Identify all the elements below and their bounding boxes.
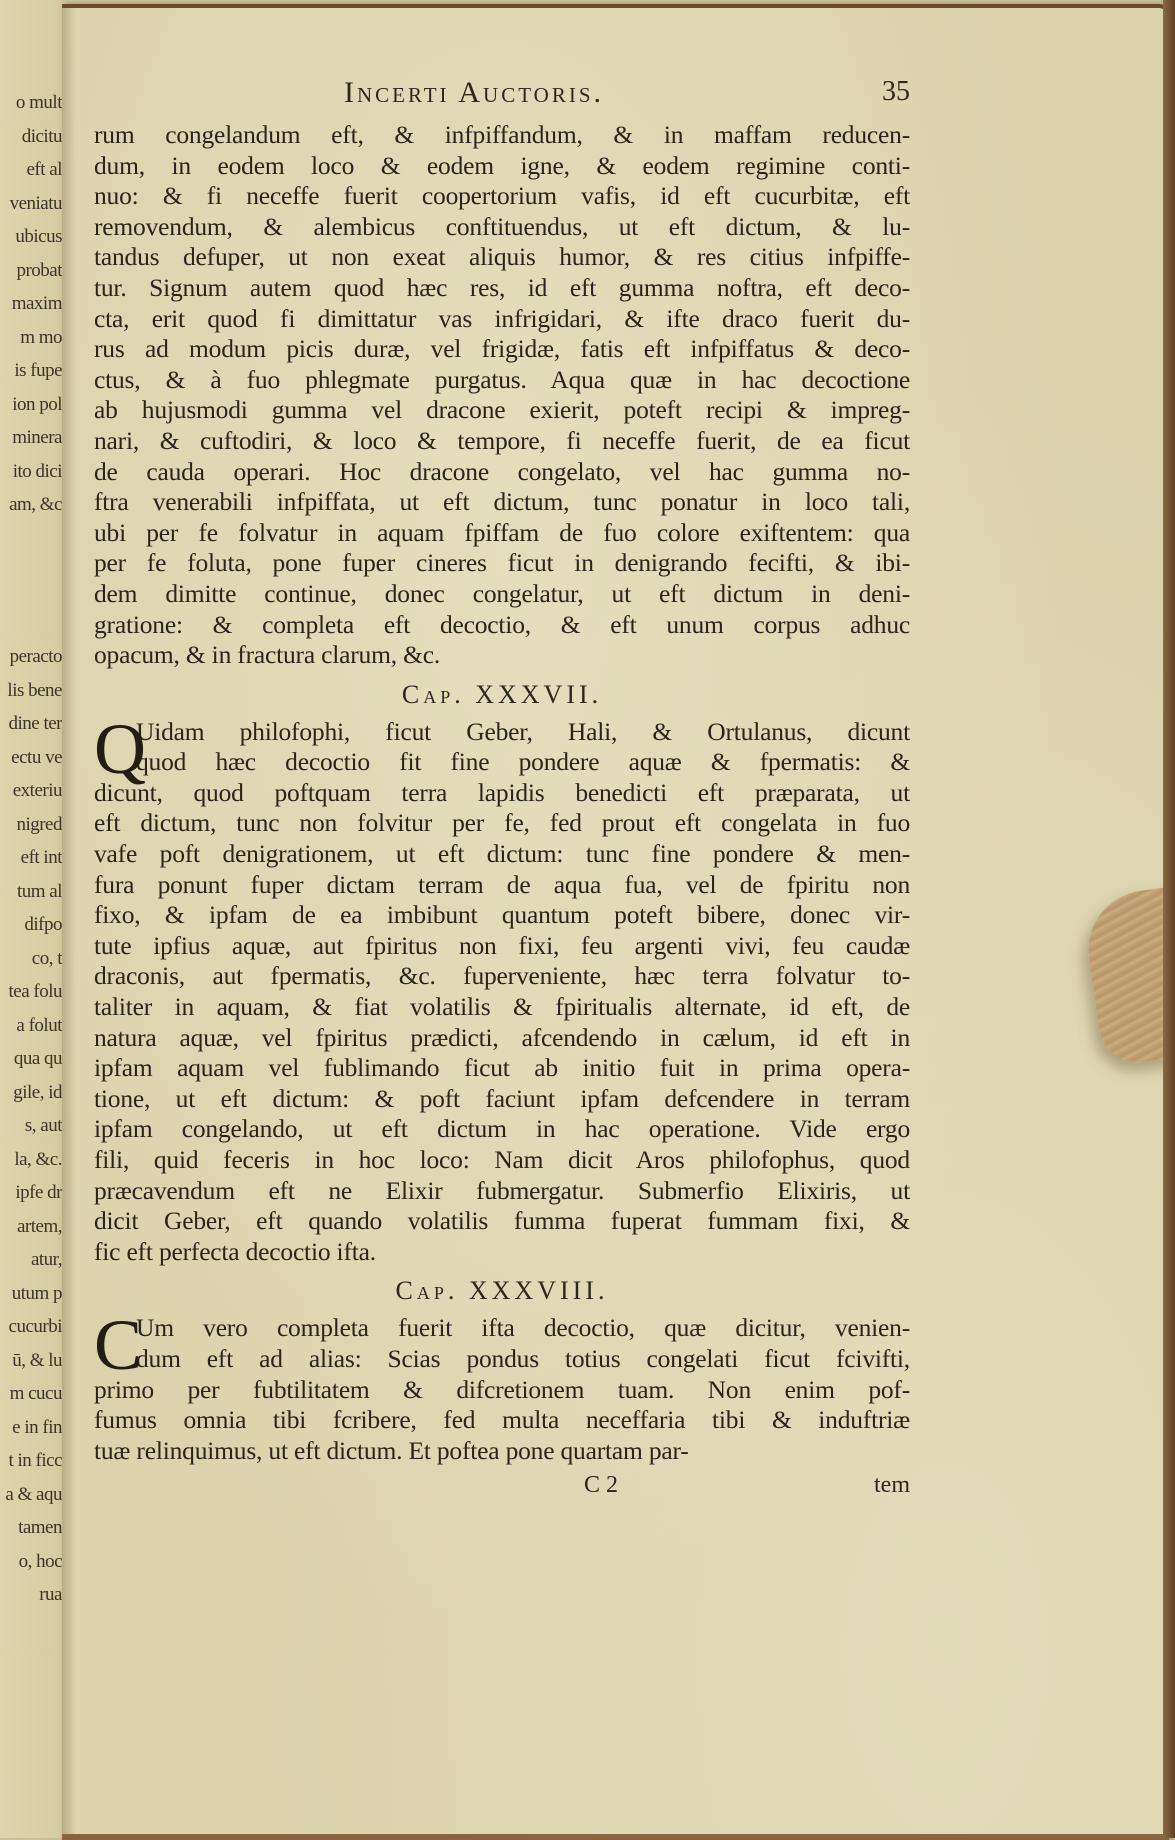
facing-page-fragment: utum p (11, 1282, 62, 1304)
text-line: draconis, aut fpermatis, &c. fuperveniente, hæc terra folvatur to- (94, 961, 910, 991)
facing-page-edge (0, 0, 70, 1838)
facing-page-fragment: m cucu (9, 1383, 62, 1404)
spine-shadow (62, 8, 76, 1834)
text-line: tione, ut eft dictum: & poft faciunt ipfam defcendere in terram (94, 1083, 910, 1113)
facing-page-fragment: cucurbi (8, 1316, 62, 1337)
text-line: tandus defuper, ut non exeat aliquis humor, & res citius infpiffe- (94, 242, 910, 272)
facing-page-fragment: tamen (18, 1517, 62, 1538)
facing-page-fragment: minera (12, 427, 62, 448)
signature-mark: C 2 (584, 1472, 619, 1499)
page-number: 35 (882, 76, 910, 107)
facing-page-fragment: rua (39, 1584, 62, 1605)
facing-page-fragment: veniatu (9, 192, 62, 214)
facing-page-fragment: gile, id (13, 1081, 62, 1103)
text-line: tute ipfius aquæ, aut fpiritus non fixi, feu argenti vivi, feu caudæ (94, 930, 910, 960)
chapter-heading-38: Cap. XXXVIII. (395, 1276, 609, 1306)
text-line: dicunt, quod poftquam terra lapidis benedicti eft præparata, ut (94, 777, 910, 807)
facing-page-fragment: o mult (15, 92, 62, 113)
facing-page-fragment: artem, (16, 1215, 62, 1237)
text-line: ab hujusmodi gumma vel dracone exierit, poteft recipi & impreg- (94, 395, 910, 425)
facing-page-fragment: ectu ve (11, 746, 62, 768)
text-line: rum congelandum eft, & infpiffandum, & in maffam reducen- (94, 120, 910, 149)
facing-page-fragment: ubicus (15, 226, 62, 247)
facing-page-fragment: t in ficc (8, 1450, 62, 1471)
text-line: opacum, & in fractura clarum, &c. (94, 640, 441, 670)
facing-page-fragment: ipfe dr (15, 1182, 62, 1203)
text-line: ipfam aquam vel fublimando ficut ab initio fuit in prima opera- (94, 1053, 910, 1083)
facing-page-fragment: maxim (11, 293, 62, 314)
text-line: per fe foluta, pone fuper cineres ficut in denigrando fecifti, & ibi- (94, 548, 910, 578)
facing-page-fragment: lis bene (7, 679, 62, 701)
text-line: Uidam philofophi, ficut Geber, Hali, & Ortulanus, dicunt (136, 716, 910, 746)
text-line: natura aquæ, vel fpiritus prædicti, afcendendo in cælum, id eft in (94, 1022, 910, 1052)
facing-page-fragment: difpo (24, 914, 62, 935)
text-line: dicit Geber, eft quando volatilis fumma fuperat fummam fixi, & (94, 1206, 910, 1236)
running-head (94, 76, 910, 116)
facing-page-fragment: a folut (16, 1014, 62, 1036)
facing-page-fragment: peracto (9, 646, 62, 667)
chapter-38-paragraph (94, 1305, 910, 1466)
text-line: quod hæc decoctio fit fine pondere aquæ & fpermatis: & (136, 747, 910, 777)
text-line: gratione: & completa eft decoctio, & eft unum corpus adhuc (94, 609, 910, 639)
facing-page-fragment: ion pol (12, 393, 62, 415)
facing-page-fragment: o, hoc (18, 1550, 62, 1572)
text-line: tur. Signum autem quod hæc res, id eft gumma noftra, eft deco- (94, 272, 910, 302)
facing-page-fragment: eft int (20, 847, 62, 868)
book-page (62, 4, 1169, 1840)
catchword: tem (874, 1472, 910, 1499)
text-line: dum, in eodem loco & eodem igne, & eodem regimine conti- (94, 150, 910, 180)
paragraph-continuation (94, 120, 910, 671)
text-block (94, 76, 910, 1512)
facing-page-fragment: e in fin (12, 1416, 62, 1438)
facing-page-fragment: dine ter (8, 713, 62, 734)
facing-page-fragment: nigred (16, 813, 62, 835)
facing-page-fragment: s, aut (24, 1115, 62, 1136)
text-line: primo per fubtilitatem & difcretionem tuam. Non enim pof- (94, 1374, 910, 1404)
chapter-heading-37: Cap. XXXVII. (401, 679, 603, 709)
facing-page-fragment: m mo (20, 326, 62, 348)
drop-cap-q: Q (94, 708, 146, 789)
facing-page-fragment: atur, (30, 1249, 62, 1270)
drop-cap-c: C (94, 1305, 143, 1386)
facing-page-fragment: dicitu (21, 125, 62, 147)
text-line: removendum, & alembicus conftituendus, ut eft dictum, & lu- (94, 211, 910, 241)
text-line: fumus omnia tibi fcribere, fed multa neceffaria tibi & induftriæ (94, 1405, 910, 1435)
text-line: nuo: & fi neceffe fuerit coopertorium vafis, id eft cucurbitæ, eft (94, 181, 910, 211)
text-line: cta, erit quod fi dimittatur vas infrigidari, & ifte draco fuerit du- (94, 303, 910, 333)
page-footer (94, 1472, 910, 1512)
text-line: ipfam congelando, ut eft dictum in hac operatione. Vide ergo (94, 1114, 910, 1144)
text-line: tuæ relinquimus, ut eft dictum. Et poftea pone quartam par- (94, 1435, 689, 1465)
text-line: ubi per fe folvatur in aquam fpiffam de fuo colore exiftentem: qua (94, 517, 910, 547)
text-line: vafe poft denigrationem, ut eft dictum: tunc fine pondere & men- (94, 839, 910, 869)
text-line: dem dimitte continue, donec congelatur, ut eft dictum in deni- (94, 578, 910, 608)
text-line: fic eft perfecta decoctio ifta. (94, 1236, 376, 1266)
facing-page-fragment: tea folu (8, 981, 62, 1002)
facing-page-fragment: is fupe (14, 360, 62, 381)
facing-page-fragment: la, &c. (14, 1148, 62, 1170)
facing-page-fragment: qua qu (13, 1048, 62, 1069)
text-line: dum eft ad alias: Scias pondus totius congelati ficut fcivifti, (136, 1343, 910, 1373)
facing-page-fragment: ū, & lu (12, 1349, 62, 1371)
facing-page-fragment: probat (16, 259, 62, 281)
facing-page-fragment: eft al (26, 159, 62, 180)
facing-page-fragment: ito dici (12, 460, 62, 482)
book-edge-right (1163, 0, 1175, 1838)
text-line: eft dictum, tunc non folvitur per fe, fed prout eft congelata in fuo (94, 808, 910, 838)
facing-page-fragment: a & aqu (5, 1483, 62, 1505)
text-line: taliter in aquam, & fiat volatilis & fpiritualis alternate, id eft, de (94, 992, 910, 1022)
chapter-37-paragraph (94, 708, 910, 1268)
text-line: ctus, & à fuo phlegmate purgatus. Aqua quæ in hac decoctione (94, 364, 910, 394)
facing-page-fragment: am, &c (9, 494, 62, 515)
facing-page-fragment: exteriu (12, 780, 62, 801)
text-line: de cauda operari. Hoc dracone congelato, vel hac gumma no- (94, 456, 910, 486)
text-line: ftra venerabili infpiffata, ut eft dictum, tunc ponatur in loco tali, (94, 487, 910, 517)
text-line: rus ad modum picis duræ, vel frigidæ, fatis eft infpiffatus & deco- (94, 334, 910, 364)
text-line: Um vero completa fuerit ifta decoctio, quæ dicitur, venien- (136, 1313, 910, 1343)
text-line: fili, quid feceris in hoc loco: Nam dicit Aros philofophus, quod (94, 1145, 910, 1174)
facing-page-fragment: co, t (31, 947, 62, 969)
text-line: nari, & cuftodiri, & loco & tempore, fi neceffe fuerit, de ea ficut (94, 425, 910, 455)
facing-page-fragment: tum al (16, 880, 62, 902)
text-line: præcavendum eft ne Elixir fubmergatur. Submerfio Elixiris, ut (94, 1175, 910, 1205)
text-line: fura ponunt fuper dictam terram de aqua fua, vel de fpiritu non (94, 869, 910, 899)
text-line: fixo, & ipfam de ea imbibunt quantum poteft bibere, donec vir- (94, 900, 910, 930)
running-title: Incerti Auctoris. (343, 76, 605, 109)
